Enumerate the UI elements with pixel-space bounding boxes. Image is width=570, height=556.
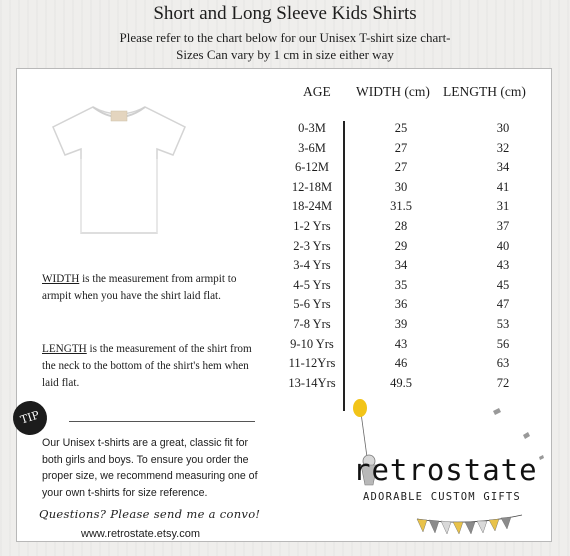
size-length-cell: 43 [496,258,510,273]
size-length-cell: 53 [496,317,510,331]
size-length-cell: 40 [496,238,510,253]
length-desc-text: is the measurement of the shirt from the neck to the bottom of the shirt's hem when laid flat. [42,343,252,389]
column-header-age: AGE [303,84,331,99]
size-age-cell: 7-8 Yrs [293,317,331,331]
page-title: Short and Long Sleeve Kids Shirts [153,3,417,24]
bunting-flag [417,519,427,532]
bunting-flag [501,517,511,529]
size-chart-panel [16,68,552,542]
table-divider [343,121,345,411]
size-length-cell: 30 [496,121,510,135]
column-header-width: WIDTH (cm) [356,84,430,99]
bunting-flag [465,522,475,534]
page-subtitle: Please refer to the chart below for our Unisex T-shirt size chart- [119,30,451,45]
size-width-cell: 39 [394,317,408,331]
bunting-flag [441,521,451,534]
bunting-flag [453,522,463,534]
bunting-flag [489,519,499,531]
bird-icon [523,432,530,439]
size-width-cell: 27 [394,160,408,175]
size-width-cell: 31.5 [390,199,412,214]
bunting-flag [477,521,487,533]
bird-icon [539,455,544,460]
width-term: WIDTH [42,273,80,285]
website-link[interactable]: www.retrostate.etsy.com [81,528,200,540]
size-age-cell: 13-14Yrs [288,375,336,390]
size-age-cell: 12-18M [291,179,333,194]
size-length-cell: 63 [496,356,510,371]
tip-badge: TIP [9,397,52,440]
size-length-cell: 45 [496,277,510,292]
size-width-cell: 27 [394,140,408,155]
brand-tagline: ADORABLE CUSTOM GIFTS [363,491,521,503]
brand-name: retrostate [353,453,538,487]
size-length-cell: 34 [496,160,510,175]
size-length-cell: 56 [496,336,510,351]
size-width-cell: 34 [394,258,408,273]
size-length-cell: 32 [496,140,510,155]
size-width-cell: 49.5 [390,375,412,390]
size-age-cell: 2-3 Yrs [293,238,331,253]
size-age-cell: 0-3M [298,121,326,135]
size-age-cell: 3-6M [298,140,326,155]
size-length-cell: 37 [496,219,510,233]
size-width-cell: 30 [394,179,408,194]
balloon-icon [353,399,367,417]
width-desc-text: is the measurement from armpit to armpit when you have the shirt laid flat. [42,273,237,302]
size-length-cell: 47 [496,297,510,312]
tip-divider [69,421,255,422]
column-header-length: LENGTH (cm) [443,84,526,99]
size-age-cell: 4-5 Yrs [293,277,331,292]
tshirt-image [45,97,193,237]
size-width-cell: 46 [394,356,408,371]
page-subtitle-note: Sizes Can vary by 1 cm in size either way [176,47,394,62]
size-age-cell: 3-4 Yrs [293,258,331,273]
length-description [42,341,252,392]
size-width-cell: 35 [394,277,408,292]
size-width-cell: 43 [394,336,408,351]
size-width-cell: 25 [394,121,408,135]
size-age-cell: 11-12Yrs [288,356,336,371]
questions-text: Questions? Please send me a convo! [39,507,261,521]
size-age-cell: 5-6 Yrs [293,297,331,312]
width-description [42,271,252,305]
size-length-cell: 41 [496,179,510,194]
size-age-cell: 9-10 Yrs [290,336,334,351]
size-width-cell: 28 [394,219,408,233]
length-term: LENGTH [42,343,87,355]
bunting-flag [429,520,439,533]
size-width-cell: 36 [394,297,408,312]
bird-icon [493,408,501,415]
size-width-cell: 29 [394,238,408,253]
size-length-cell: 72 [496,375,510,390]
size-age-cell: 1-2 Yrs [293,219,331,233]
size-age-cell: 18-24M [291,199,333,214]
tip-text: Our Unisex t-shirts are a great, classic fit for both girls and boys. To ensure you order the proper size, we recommend measuring one of your own t-shirts for size reference. [42,437,258,499]
size-length-cell: 31 [496,199,510,214]
size-age-cell: 6-12M [294,160,330,175]
